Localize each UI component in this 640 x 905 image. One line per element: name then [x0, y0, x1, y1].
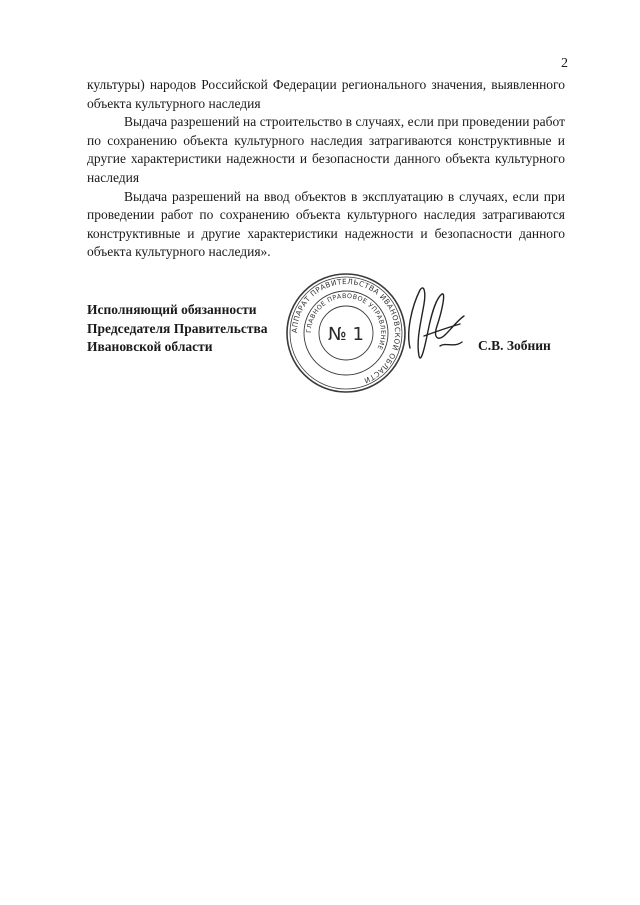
signatory-title-line: Исполняющий обязанности	[87, 302, 257, 317]
seal-inner-text: ГЛАВНОЕ ПРАВОВОЕ УПРАВЛЕНИЕ	[304, 291, 388, 352]
paragraph-commissioning-permits: Выдача разрешений на ввод объектов в эксплуатацию в случаях, если при проведении работ по сохранению объекта культурного наследия затрагиваются конструктивные и другие характеристики надежности и безопасности данного объекта культурного наследия».	[87, 188, 565, 260]
paragraph-construction-permits: Выдача разрешений на строительство в случаях, если при проведении работ по сохранению объекта культурного наследия затрагиваются конструктивные и другие характеристики надежности и безопасности данного объекта культурного наследия	[87, 114, 565, 185]
seal-outer-text: АППАРАТ ПРАВИТЕЛЬСТВА ИВАНОВСКОЙ ОБЛАСТИ	[289, 276, 403, 386]
signatory-title-line: Председателя Правительства	[87, 320, 268, 336]
signer-name: С.В. Зобнин	[478, 338, 551, 353]
signatory-title-line: Ивановской области	[87, 339, 213, 355]
page-number: 2	[561, 56, 568, 71]
signatory-title	[87, 301, 268, 357]
seal-center-text: № 1	[328, 324, 364, 345]
document-body	[87, 76, 565, 262]
handwritten-signature	[380, 276, 480, 376]
paragraph-continuation: культуры) народов Российской Федерации регионального значения, выявленного объекта культурного наследия	[87, 77, 565, 111]
